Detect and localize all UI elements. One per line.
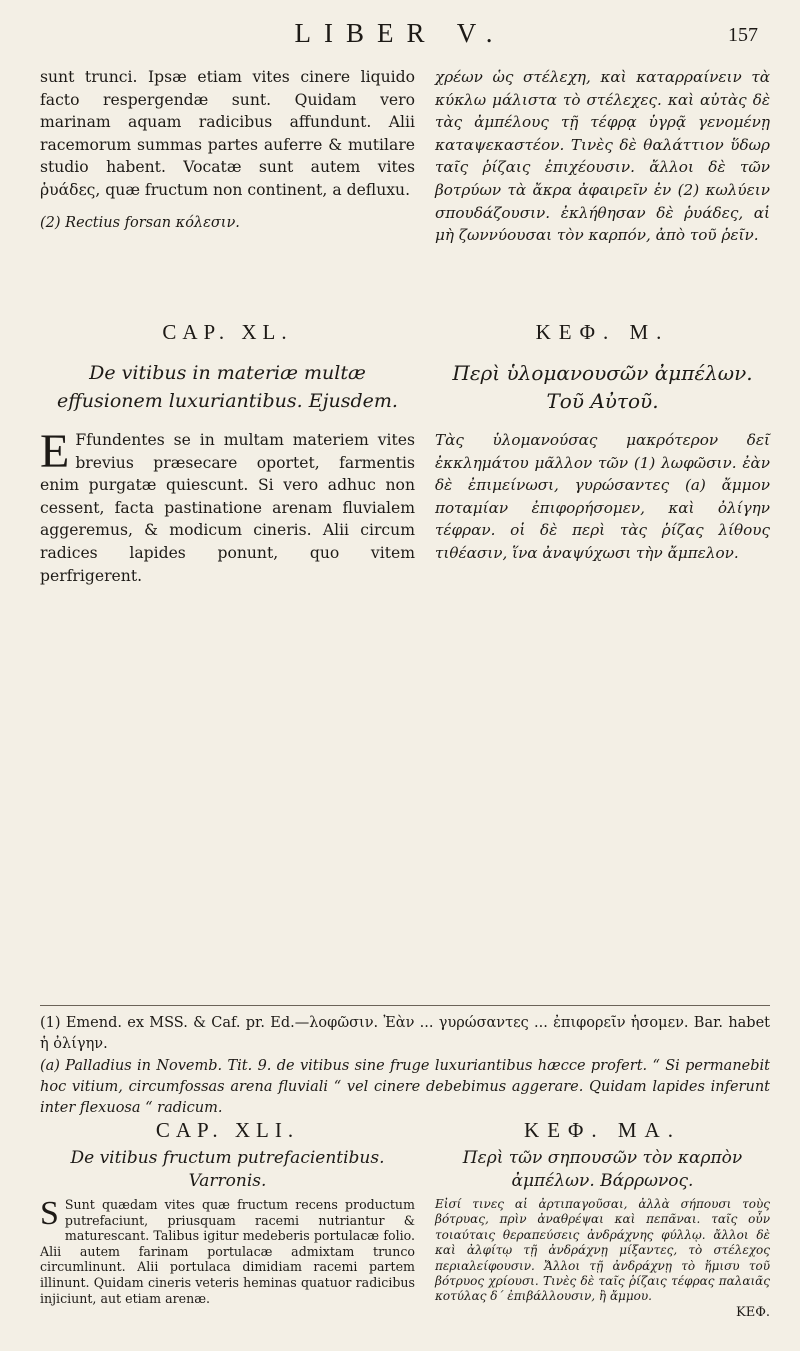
chapter-41-greek-title: Περὶ τῶν σηπουσῶν τὸν καρπὸν ἀμπέλων. Βάρρωνος. (462, 1148, 743, 1191)
chapter-40-greek-text: Τὰς ὑλομανούσας μακρότερον δεῖ ἐκκλημάτου μᾶλλον τῶν (1) λωφῶσιν. ἐὰν δὲ ἐπιμείνωσι, γυρώσαντες (a) ἄμμον ποταμίαν ἐπιφορήσομεν, καὶ ὀλίγην τέφραν. οἱ δὲ περὶ τὰς ῥίζας λίθους τιθέασιν, ἵνα ἀναψύχωσι τὴν ἄμπελον. (435, 431, 770, 562)
chapter-40-dropcap: E (40, 425, 70, 478)
chapter-41-latin-text: S Sunt quædam vites quæ fructum recens productum putrefaciunt, priusquam racemi nutriantur & maturescant. Talibus igitur medeberis portulacæ folio. Alii autem farinam portulacæ admixtam trunco circumlinunt. Alii portulaca dimidiam racemi partem illinunt. Quidam cineris veteris heminas quatuor radicibus injiciunt, aut etiam arenæ. (40, 1195, 415, 1306)
greek-continuation-text: χρέων ὡς στέλεχη, καὶ καταρραίνειν τὰ κύκλω μάλιστα τὸ στέλεχες. καὶ αὐτὰς δὲ τὰς ἀμπέλους τῇ τέφρᾳ ὑγρᾷ γενομένῃ καταψεκαστέον. Τινὲς δὲ θαλάττιον ὕδωρ ταῖς ῥίζαις ἐπιχέουσιν. ἄλλοι δὲ τῶν βοτρύων τὰ ἄκρα ἀφαιρεῖν ἐν (2) κωλύειν σπουδάζουσιν. ἐκλήθησαν δὲ ῥυάδες, αἱ μὴ ζωννύουσαι τὸν καρπόν, ἀπὸ τοῦ ῥεῖν. (435, 68, 770, 245)
chapter-41-dropcap: S (40, 1195, 59, 1232)
chapter-40-latin-heading: CAP. XL. (162, 320, 293, 344)
chapter-40-latin-title: De vitibus in materiæ multæ effusionem luxuriantibus. Ejusdem. (57, 362, 398, 412)
chapter-40-greek (435, 320, 770, 565)
page-header (0, 18, 800, 58)
running-title: LIBER V. (294, 18, 506, 48)
chapter-40-greek-heading: ΚΕΦ. Μ. (535, 320, 670, 344)
chapter-40-greek-title: Περὶ ὑλομανουσῶν ἀμπέλων. Τοῦ Αὐτοῦ. (452, 361, 753, 413)
footnote-rule (40, 1005, 770, 1006)
chapter-41-latin-heading: CAP. XLI. (155, 1118, 300, 1142)
latin-continuation-text: sunt trunci. Ipsæ etiam vites cinere liquido facto respergendæ sunt. Quidam vero marinam aquam radicibus affundunt. Alii racemorum summas partes auferre & mutilare studio habent. Vocatæ sunt autem vites ῥυάδες, quæ fructum non continent, a defluxu. (40, 68, 415, 199)
footnote-a: (a) Palladius in Novemb. Tit. 9. de vitibus sine fruge luxuriantibus hæcce profert. “ Si permanebit hoc vitium, circumfossas arena fluviali “ vel cinere debebimus aggerare. Quidam lapides inferunt inter flexuosa “ radicum. (40, 1058, 770, 1116)
latin-continuation (40, 66, 415, 234)
chapter-41-latin (40, 1118, 415, 1306)
chapter-41-latin-title: De vitibus fructum putrefacientibus. Varronis. (70, 1148, 385, 1191)
chapter-41-greek-text: Εἰσί τινες αἱ ἀρτιπαγοῦσαι, ἀλλὰ σήπουσι τοὺς βότρυας, πρὶν ἀναθρέψαι καὶ πεπᾶναι. ταῖς οὖν τοιαύταις θεραπεύσεις ἀνδράχνης φύλλῳ. ἄλλοι δὲ καὶ ἀλφίτῳ τῇ ἀνδράχνῃ μίξαντες, τὸ στέλεχος περιαλείφουσιν. Ἄλλοι τῇ ἀνδράχνῃ τὸ ἥμισυ τοῦ βότρυος χρίουσι. Τινὲς δὲ ταῖς ῥίζαις τέφρας παλαιᾶς κοτύλας δ΄ ἐπιβάλλουσιν, ἢ ἄμμου. (435, 1197, 770, 1304)
chapter-41-greek-heading: ΚΕΦ. ΜΑ. (524, 1118, 681, 1142)
catchword: ΚΕΦ. (736, 1304, 770, 1320)
latin-note: (2) Rectius forsan κόλεσιν. (40, 214, 240, 231)
page-number: 157 (728, 24, 758, 46)
chapter-40-latin-text: E Ffundentes se in multam materiem vites brevius præsecare oportet, farmentis enim purgatæ quiescunt. Si vero adhuc non cessent, facta pastinatione arenam fluvialem aggeremus, & modicum cineris. Alii circum radices lapides ponunt, quo vitem perfrigerent. (40, 425, 415, 585)
footnote-1: (1) Emend. ex MSS. & Caf. pr. Ed.—λοφῶσιν. Ἐὰν ... γυρώσαντες ... ἐπιφορεῖν ἡσομεν. Bar. habet ἡ ὀλίγην. (40, 1015, 770, 1052)
footnotes (40, 1013, 770, 1119)
greek-continuation (435, 66, 770, 247)
chapter-41-greek (435, 1118, 770, 1320)
chapter-40-latin (40, 320, 415, 587)
